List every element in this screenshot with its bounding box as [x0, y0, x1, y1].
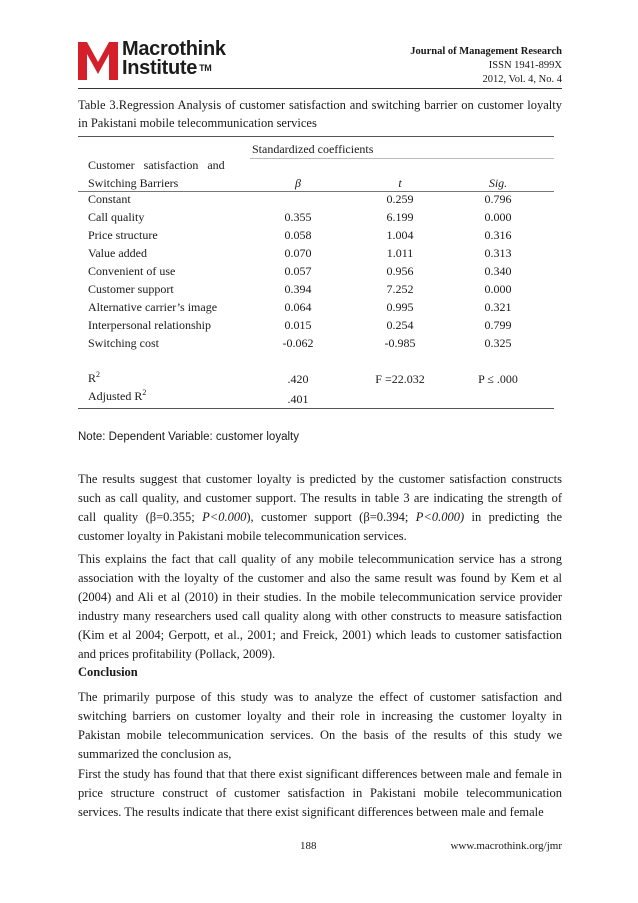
journal-issn: ISSN 1941-899X — [488, 60, 562, 71]
findings-paragraph: First the study has found that that there exist significant differences between male and female in price structure construct of customer satisfaction in Pakistani mobile telecommunication services. The results indicate that there exist significant differences between male and female — [78, 767, 562, 819]
row-beta: 0.015 — [284, 318, 312, 332]
adj-r2-label-text: Adjusted R — [88, 389, 143, 403]
r2-label-text: R — [88, 371, 97, 385]
table-caption: Table 3.Regression Analysis of customer satisfaction and switching barrier on customer loyalty in Pakistani mobile telecommunication services — [78, 98, 562, 130]
row-sig: 0.313 — [484, 246, 512, 260]
row-label: Call quality — [88, 210, 145, 224]
row-t: 0.995 — [386, 300, 414, 314]
row-beta: 0.057 — [284, 264, 312, 278]
super-header: Standardized coefficients — [252, 142, 374, 156]
results-paragraph — [78, 470, 562, 546]
row-beta: 0.355 — [284, 210, 312, 224]
table-note: Note: Dependent Variable: customer loyalty — [78, 431, 299, 443]
p1-italic-1: P<0.000 — [202, 510, 247, 524]
page-number: 188 — [300, 840, 317, 852]
p-value: P ≤ .000 — [478, 372, 518, 386]
row-t: 7.252 — [386, 282, 414, 296]
table-bottom-rule — [78, 408, 554, 409]
row-beta: 0.058 — [284, 228, 312, 242]
row-t: 0.956 — [386, 264, 414, 278]
row-sig: 0.340 — [484, 264, 512, 278]
logo-wordmark — [122, 40, 226, 78]
header-divider — [78, 88, 562, 89]
conclusion-heading: Conclusion — [78, 665, 138, 679]
row-t: 1.004 — [386, 228, 414, 242]
row-label: Interpersonal relationship — [88, 318, 211, 332]
journal-name: Journal of Management Research — [410, 46, 562, 57]
row-t: 6.199 — [386, 210, 414, 224]
row-header-line2: Switching Barriers — [88, 176, 179, 190]
p1-italic-2: P<0.000) — [415, 510, 465, 524]
adj-r2-sup: 2 — [142, 388, 147, 397]
r2-sup: 2 — [96, 370, 101, 379]
adj-r2-label — [88, 388, 146, 404]
row-t: 1.011 — [386, 246, 414, 260]
row-sig: 0.796 — [484, 192, 512, 206]
row-label: Constant — [88, 192, 131, 206]
row-label: Value added — [88, 246, 147, 260]
row-t: -0.985 — [384, 336, 416, 350]
table-top-rule — [78, 136, 554, 137]
row-beta: 0.394 — [284, 282, 312, 296]
journal-info — [410, 45, 562, 87]
r2-value: .420 — [287, 372, 309, 386]
journal-url[interactable]: www.macrothink.org/jmr — [450, 840, 562, 852]
row-sig: 0.316 — [484, 228, 512, 242]
row-label: Convenient of use — [88, 264, 176, 278]
macrothink-logo-mark-icon — [78, 42, 118, 80]
row-label: Price structure — [88, 228, 158, 242]
row-label: Switching cost — [88, 336, 159, 350]
logo-tm: TM — [199, 63, 212, 73]
row-sig: 0.799 — [484, 318, 512, 332]
row-beta: -0.062 — [282, 336, 314, 350]
explanation-paragraph: This explains the fact that call quality of any mobile telecommunication service has a strong association with the loyalty of the customer and also the same result was found by Kem et al (2004) and Ali et al (2010) in their studies. In the mobile telecommunication service provider industry many researchers used call quality along with other constructs to measure satisfaction (Kim et al 2004; Gerpott, et al., 2001; and Freick, 2001) which leads to customer satisfaction and prices profitability (Pollack, 2009). — [78, 552, 562, 661]
row-sig: 0.000 — [484, 282, 512, 296]
row-label: Alternative carrier’s image — [88, 300, 218, 314]
row-beta: 0.070 — [284, 246, 312, 260]
row-label: Customer support — [88, 282, 174, 296]
logo-line2 — [122, 59, 226, 78]
row-beta: 0.064 — [284, 300, 312, 314]
publisher-logo — [78, 40, 278, 84]
col-header-sig: Sig. — [488, 176, 508, 190]
adj-r2-value: .401 — [287, 392, 309, 406]
col-header-t: t — [398, 176, 402, 190]
p1-part-b: ), customer support (β=0.394; — [246, 510, 416, 524]
row-t: 0.254 — [386, 318, 414, 332]
row-sig: 0.000 — [484, 210, 512, 224]
f-value: F =22.032 — [375, 372, 425, 386]
row-t: 0.259 — [386, 192, 414, 206]
logo-line2-text: Institute — [122, 57, 198, 79]
conclusion-paragraph: The primarily purpose of this study was to analyze the effect of customer satisfaction and switching barriers on customer loyalty and their role in increasing the customer loyalty in Pakistan mobile telecommunication services. On the basis of the results of this study we summarized the conclusion as, — [78, 690, 562, 761]
p1-part-c: in predicting the customer loyalty in Pakistani mobile telecommunication services. — [78, 510, 563, 543]
col-header-beta: β — [295, 176, 301, 190]
row-sig: 0.325 — [484, 336, 512, 350]
p1-part-a: The results suggest that customer loyalty is predicted by the customer satisfaction constructs such as call quality, and customer support. The results in table 3 are indicating the strength of call quality (β=0.355; — [78, 472, 562, 524]
row-sig: 0.321 — [484, 300, 512, 314]
journal-volume: 2012, Vol. 4, No. 4 — [482, 74, 562, 85]
row-header-line1: Customer satisfaction and — [88, 158, 225, 172]
logo-line1: Macrothink — [122, 38, 226, 60]
super-header-rule — [250, 158, 554, 159]
r2-label — [88, 370, 100, 386]
